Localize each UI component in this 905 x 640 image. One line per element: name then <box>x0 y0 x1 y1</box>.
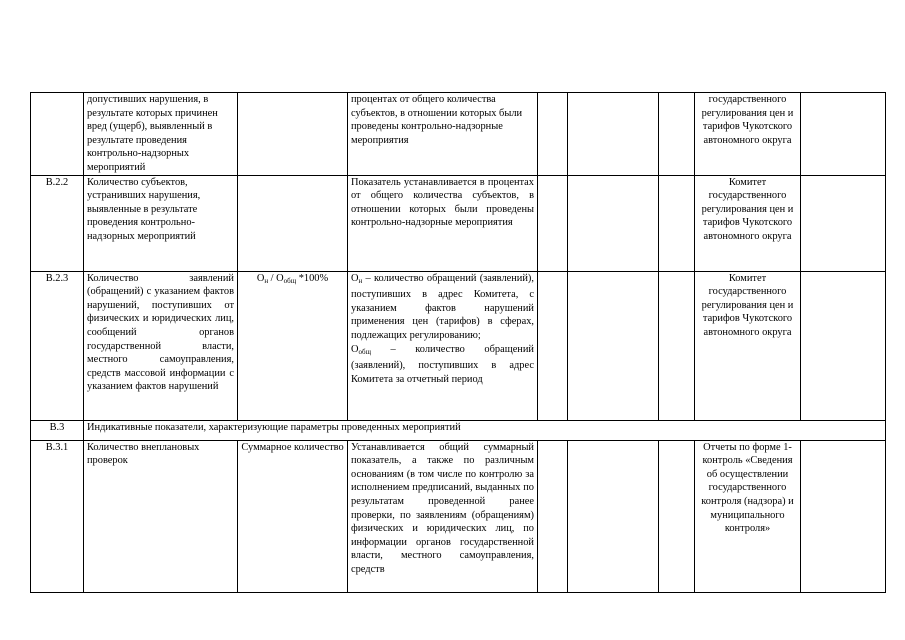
formula-part: / О <box>268 272 284 284</box>
table-row <box>31 440 886 592</box>
empty-cell <box>659 175 695 271</box>
description-line-1 <box>351 272 534 343</box>
formula-subscript: н <box>264 276 269 285</box>
formula-symbol: О <box>351 343 359 355</box>
indicator-source: Комитет государственного регулирования цен и тарифов Чукотского автономного округа <box>695 175 801 271</box>
empty-cell <box>801 93 886 176</box>
formula-subscript: н <box>358 276 363 285</box>
empty-cell <box>568 271 659 420</box>
row-code: В.2.2 <box>31 175 84 271</box>
empty-cell <box>801 440 886 592</box>
indicator-description: Показатель устанавливается в процентах от общего количества субъектов, в отношении которых были проведены контрольно-надзорные мероприятия <box>348 175 538 271</box>
formula-part: *100% <box>296 272 329 284</box>
formula-subscript: общ <box>283 276 297 285</box>
empty-cell <box>659 440 695 592</box>
empty-cell <box>538 271 568 420</box>
formula-subscript: общ <box>358 347 371 356</box>
description-text: – количество обращений (заявлений), поступивших в адрес Комитета за отчетный период <box>351 343 534 385</box>
indicator-description <box>348 271 538 420</box>
empty-cell <box>538 440 568 592</box>
indicator-source: Комитет государственного регулирования цен и тарифов Чукотского автономного округа <box>695 271 801 420</box>
table-row <box>31 175 886 271</box>
description-line-2 <box>351 343 534 387</box>
empty-cell <box>659 271 695 420</box>
indicator-source: Отчеты по форме 1-контроль «Сведения об осуществлении государственного контроля (надзора) и муниципального контроля» <box>695 440 801 592</box>
indicator-description: процентах от общего количества субъектов, в отношении которых были проведены контрольно-надзорные мероприятия <box>348 93 538 176</box>
section-row <box>31 420 886 440</box>
empty-cell <box>568 93 659 176</box>
section-title: Индикативные показатели, характеризующие параметры проведенных мероприятий <box>84 420 886 440</box>
indicator-name: Количество внеплановых проверок <box>84 440 238 592</box>
empty-cell <box>538 93 568 176</box>
empty-cell <box>568 440 659 592</box>
indicator-source: государственного регулирования цен и тарифов Чукотского автономного округа <box>695 93 801 176</box>
row-code: В.2.3 <box>31 271 84 420</box>
table-row <box>31 271 886 420</box>
indicator-formula: Суммарное количество <box>238 440 348 592</box>
indicator-formula <box>238 175 348 271</box>
indicator-formula <box>238 271 348 420</box>
indicator-formula <box>238 93 348 176</box>
indicators-table <box>30 92 886 593</box>
empty-cell <box>538 175 568 271</box>
description-text: – количество обращений (заявлений), поступивших в адрес Комитета, с указанием фактов нарушений применения цен (тарифов) в сферах, подлежащих регулированию; <box>351 272 534 341</box>
indicator-name: допустивших нарушения, в результате которых причинен вред (ущерб), выявленный в результате проведения контрольно-надзорных мероприятий <box>84 93 238 176</box>
empty-cell <box>659 93 695 176</box>
indicator-name: Количество субъектов, устранивших нарушения, выявленные в результате проведения контрольно-надзорных мероприятий <box>84 175 238 271</box>
empty-cell <box>801 271 886 420</box>
row-code <box>31 93 84 176</box>
table-row <box>31 93 886 176</box>
formula-symbol: О <box>351 272 359 284</box>
empty-cell <box>801 175 886 271</box>
row-code: В.3.1 <box>31 440 84 592</box>
indicator-name: Количество заявлений (обращений) с указанием фактов нарушений, поступивших от физических и юридических лиц, сообщений органов государственной власти, местного самоуправления, средств массовой информации с указанием фактов нарушений <box>84 271 238 420</box>
section-code: В.3 <box>31 420 84 440</box>
formula-symbol: О <box>256 272 265 284</box>
empty-cell <box>568 175 659 271</box>
indicator-description: Устанавливается общий суммарный показатель, а также по различным основаниям (в том числе по контролю за исполнением предписаний, выданных по результатам проведенной ранее проверки, по заявлениям (обращениям) физических и юридических лиц, по информации органов государственной власти, местного самоуправления, средств <box>348 440 538 592</box>
